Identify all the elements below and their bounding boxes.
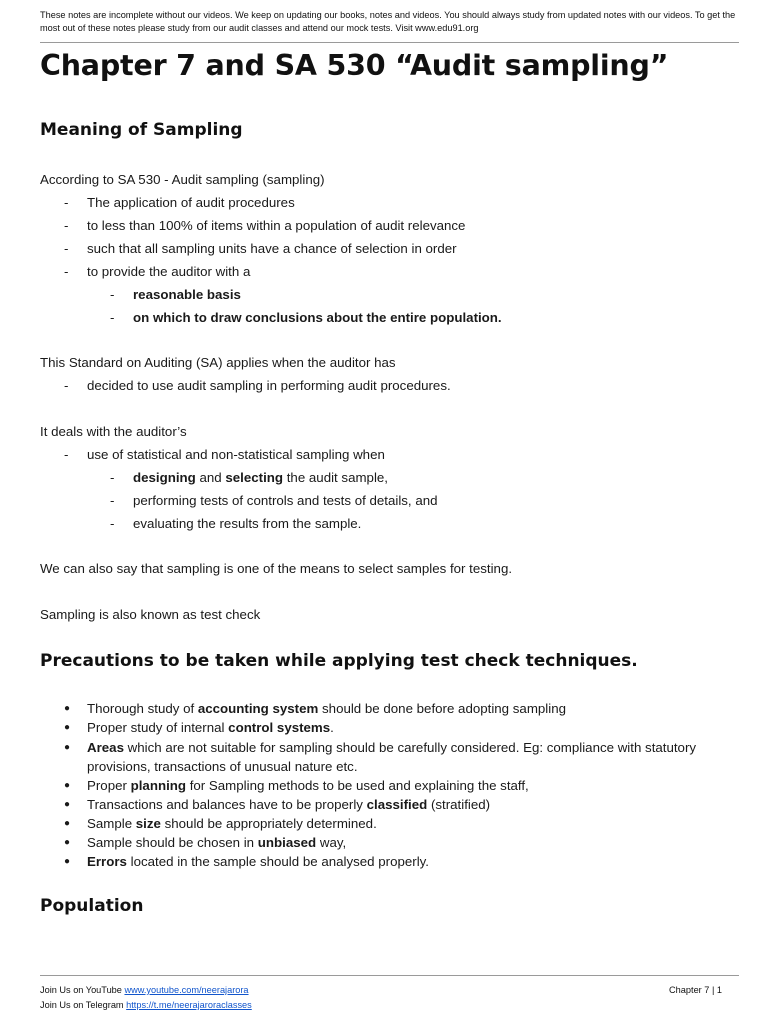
deals-intro: It deals with the auditor’s — [40, 424, 187, 439]
bold-term: classified — [366, 797, 428, 812]
bold-term: accounting system — [197, 701, 319, 716]
text-run: located in the sample should be analysed properly. — [126, 854, 429, 869]
bullet-icon: ● — [64, 818, 71, 829]
dash-marker: - — [64, 378, 69, 393]
bold-term: Errors — [87, 854, 127, 869]
text-run: for Sampling methods to be used and explaining the staff, — [186, 778, 529, 793]
bullet-icon: ● — [64, 780, 71, 791]
bullet-item — [64, 776, 744, 795]
bold-term: size — [135, 816, 161, 831]
page-title: Chapter 7 and SA 530 “Audit sampling” — [40, 49, 669, 82]
means-line: We can also say that sampling is one of the means to select samples for testing. — [40, 561, 513, 576]
bullet-item — [64, 699, 744, 718]
footer-youtube-label: Join Us on YouTube — [40, 985, 125, 995]
list-item-text: use of statistical and non-statistical sampling when — [87, 447, 385, 462]
dash-marker: - — [64, 241, 69, 256]
list-item-text: decided to use audit sampling in performing audit procedures. — [87, 378, 451, 393]
dash-marker: - — [64, 218, 69, 233]
bullet-item — [64, 833, 744, 852]
text-run: Transactions and balances have to be properly — [87, 797, 367, 812]
sub-list-item-text — [133, 469, 388, 487]
bullet-icon: ● — [64, 799, 71, 810]
text-run: should be appropriately determined. — [160, 816, 377, 831]
bold-term: control systems — [228, 720, 331, 735]
bullet-icon: ● — [64, 837, 71, 848]
dash-marker: - — [64, 195, 69, 210]
text-run: Sample should be chosen in — [87, 835, 258, 850]
footer-telegram — [40, 999, 252, 1012]
footer-divider — [40, 975, 739, 976]
text-run: way, — [316, 835, 347, 850]
bullet-icon: ● — [64, 856, 71, 867]
bold-term: unbiased — [257, 835, 317, 850]
dash-marker: - — [110, 310, 115, 325]
dash-marker: - — [110, 470, 115, 485]
bullet-icon: ● — [64, 722, 71, 733]
bullet-item — [64, 738, 744, 776]
text-run: and — [195, 470, 226, 485]
bold-term: Areas — [87, 740, 124, 755]
list-item-text: to provide the auditor with a — [87, 264, 251, 279]
list-item-text: such that all sampling units have a chance of selection in order — [87, 241, 457, 256]
telegram-link[interactable]: https://t.me/neerajaroraclasses — [126, 1000, 252, 1010]
bold-term: designing — [133, 470, 196, 485]
sub-list-item-text: on which to draw conclusions about the entire population. — [133, 310, 502, 325]
section-heading-precautions: Precautions to be taken while applying test check techniques. — [40, 651, 638, 671]
sub-list-item-text: evaluating the results from the sample. — [133, 516, 362, 531]
section-heading-meaning: Meaning of Sampling — [40, 120, 243, 140]
sub-list-item-text: performing tests of controls and tests of details, and — [133, 493, 438, 508]
test-check-line: Sampling is also known as test check — [40, 607, 261, 622]
bullet-item — [64, 852, 744, 871]
text-run: . — [330, 720, 334, 735]
text-run: Thorough study of — [87, 701, 198, 716]
bullet-icon: ● — [64, 703, 71, 714]
dash-marker: - — [110, 493, 115, 508]
footer-telegram-label: Join Us on Telegram — [40, 1000, 127, 1010]
standard-intro: This Standard on Auditing (SA) applies when the auditor has — [40, 355, 396, 370]
text-run: (stratified) — [427, 797, 491, 812]
text-run: Sample — [87, 816, 136, 831]
text-run: Proper study of internal — [87, 720, 229, 735]
text-run: which are not suitable for sampling should be carefully considered. Eg: compliance with statutory provisions, transactions of unusual nature etc. — [87, 740, 697, 774]
bold-term: selecting — [225, 470, 284, 485]
page-number: Chapter 7 | 1 — [669, 985, 722, 995]
dash-marker: - — [64, 264, 69, 279]
bullet-item — [64, 718, 744, 737]
bullet-icon: ● — [64, 742, 71, 753]
text-run: the audit sample, — [283, 470, 388, 485]
list-item-text: to less than 100% of items within a population of audit relevance — [87, 218, 466, 233]
meaning-intro: According to SA 530 - Audit sampling (sampling) — [40, 172, 325, 187]
text-run: Proper — [87, 778, 131, 793]
text-run: should be done before adopting sampling — [318, 701, 566, 716]
section-heading-population: Population — [40, 896, 144, 916]
youtube-link[interactable]: www.youtube.com/neerajarora — [124, 985, 249, 995]
header-divider — [40, 42, 739, 43]
dash-marker: - — [110, 287, 115, 302]
header-note: These notes are incomplete without our videos. We keep on updating our books, notes and videos. You should always study from updated notes with our videos. To get the most out of these notes please study from our audit classes and attend our mock tests. Visit www.edu91.org — [40, 10, 736, 33]
list-item-text: The application of audit procedures — [87, 195, 295, 210]
sub-list-item-text: reasonable basis — [133, 287, 241, 302]
dash-marker: - — [64, 447, 69, 462]
bold-term: planning — [130, 778, 187, 793]
footer-youtube — [40, 984, 249, 997]
bullet-item — [64, 795, 744, 814]
dash-marker: - — [110, 516, 115, 531]
bullet-item — [64, 814, 744, 833]
